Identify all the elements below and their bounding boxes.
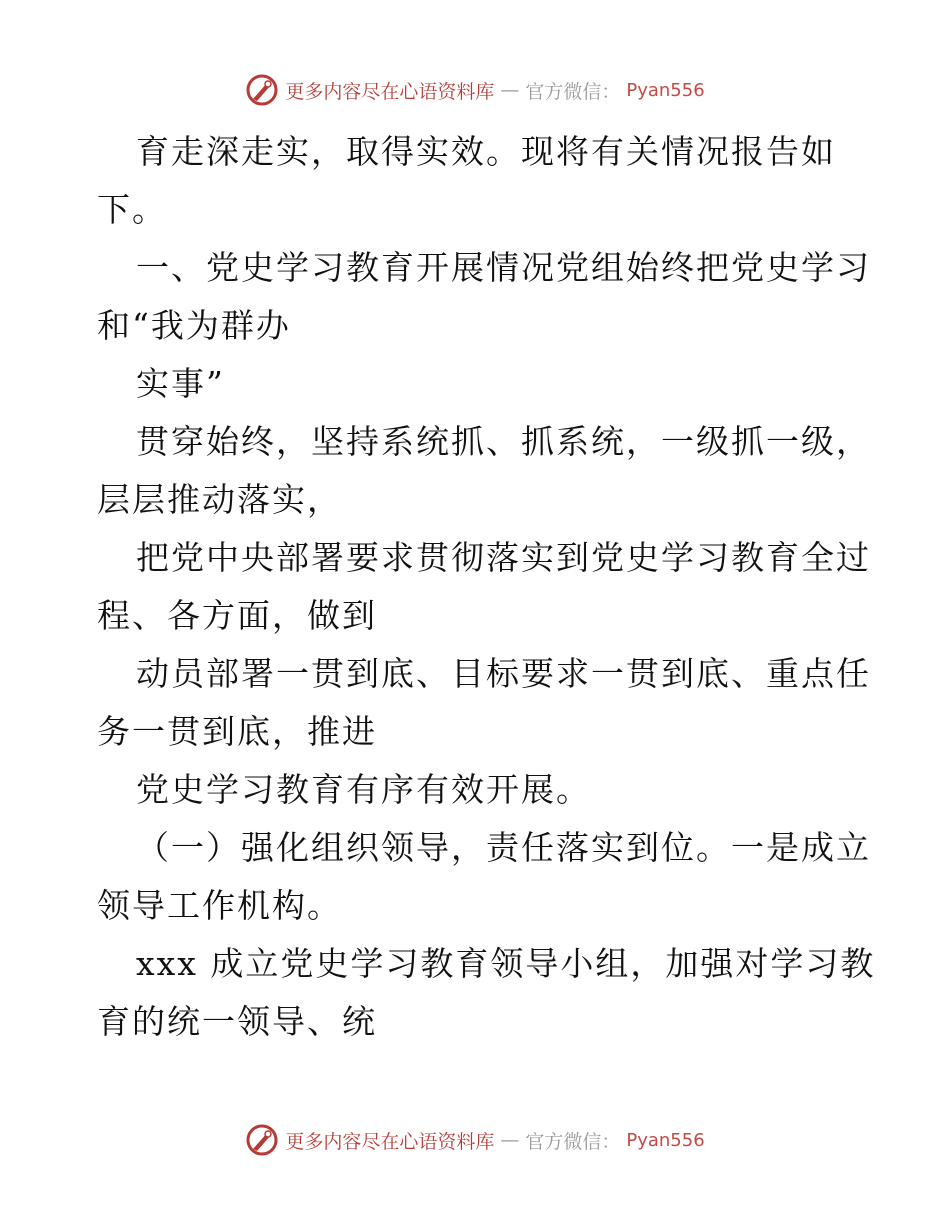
text-line: 党史学习教育有序有效开展。 xyxy=(136,770,591,809)
text-line: 和“我为群办 xyxy=(97,306,291,345)
text-line: 把党中央部署要求贯彻落实到党史学习教育全过 xyxy=(136,538,871,577)
text-line: 下。 xyxy=(97,190,167,229)
text-line: 育的统一领导、统 xyxy=(97,1002,377,1041)
watermark-handle: Pyan556 xyxy=(626,1129,705,1151)
text-line: （一）强化组织领导，责任落实到位。一是成立 xyxy=(136,828,871,867)
watermark-separator: — xyxy=(500,79,520,101)
watermark-sub-text: 官方微信： xyxy=(525,1130,621,1153)
text-line: 一、党史学习教育开展情况党组始终把党史学习 xyxy=(136,248,871,287)
watermark-separator: — xyxy=(500,1129,520,1151)
quill-seal-icon xyxy=(245,1123,279,1157)
watermark-main-text: 更多内容尽在心语资料库 xyxy=(285,80,495,103)
text-line: xxx 成立党史学习教育领导小组，加强对学习教 xyxy=(136,944,876,983)
header-watermark xyxy=(0,70,950,110)
text-line: 务一贯到底，推进 xyxy=(97,712,377,751)
quill-seal-icon xyxy=(245,73,279,107)
text-line: 动员部署一贯到底、目标要求一贯到底、重点任 xyxy=(136,654,871,693)
watermark-main-text: 更多内容尽在心语资料库 xyxy=(285,1130,495,1153)
watermark-handle: Pyan556 xyxy=(626,79,705,101)
text-line: 层层推动落实， xyxy=(97,480,342,519)
text-line: 实事” xyxy=(136,364,225,403)
text-line: 育走深走实，取得实效。现将有关情况报告如 xyxy=(136,132,836,171)
text-line: 贯穿始终，坚持系统抓、抓系统，一级抓一级， xyxy=(136,422,871,461)
watermark-sub-text: 官方微信： xyxy=(525,80,621,103)
footer-watermark xyxy=(0,1120,950,1160)
text-line: 程、各方面，做到 xyxy=(97,596,377,635)
text-line: 领导工作机构。 xyxy=(97,886,342,925)
document-body xyxy=(97,123,876,1051)
